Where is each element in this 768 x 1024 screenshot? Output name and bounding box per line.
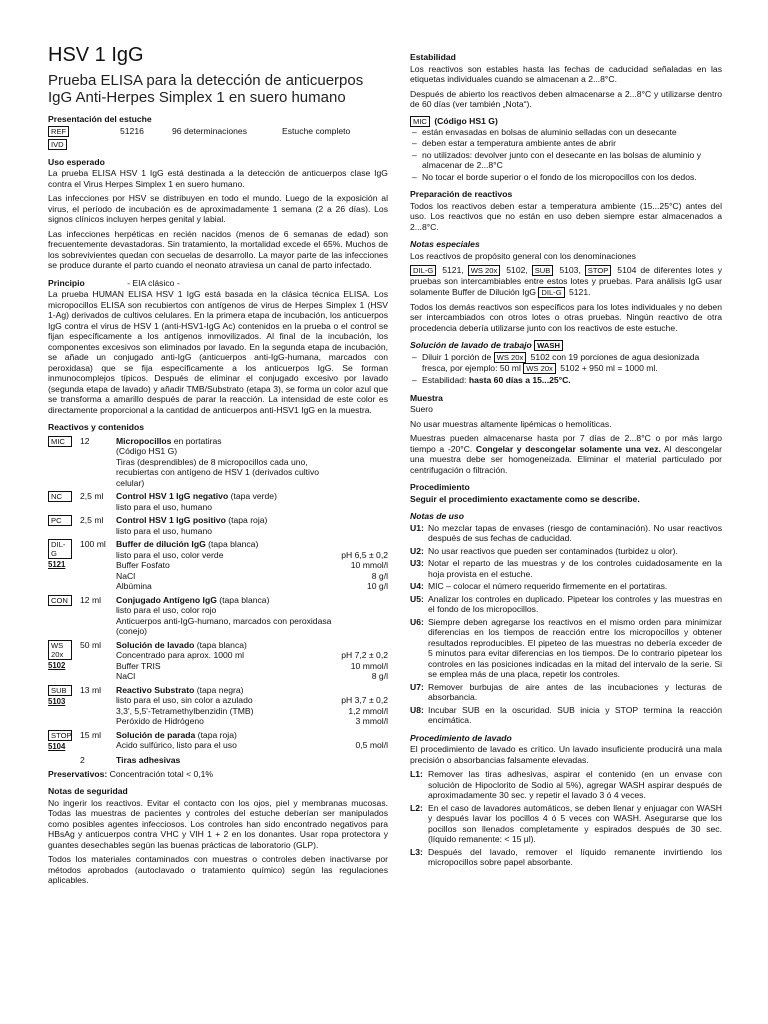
- reagent-body: [116, 685, 388, 727]
- reagent-item: [48, 436, 388, 489]
- reagent-line-value: 8 g/l: [371, 671, 388, 681]
- preservativos: Preservativos: Concentración total < 0,1%: [48, 768, 214, 779]
- note-text: Después del lavado, remover el líquido remanente invirtiendo los micropocillos sobre papel absorbante.: [428, 846, 722, 867]
- reagent-item: [48, 595, 388, 637]
- note-text: Remover las tiras adhesivas, aspirar el contenido (en un envase con solución de Hipoclorito de Sodio al 5%), agregar WASH aspirar después de aproximadamente 30 sec. y repetir el lavado 3 ó 4 veces.: [428, 769, 722, 800]
- note-text: Notar el reparto de las muestras y de los controles cuidadosamente en la hoja provista en el estuche.: [428, 558, 722, 579]
- uso-p3: Las infecciones herpéticas en recién nacidos (menos de 6 semanas de edad) son frecuentemente devastadoras. Sin tratamiento, la mortalidad excede el 65%. Muchos de los sobrevivientes quedan con secuelas de desarrollo. La mayor parte de las infecciones se produce durante el parto cuando el neonato atraviesa un canal de parto infectado.: [48, 228, 388, 270]
- note-key: L2:: [410, 802, 423, 813]
- reagent-item: [48, 539, 388, 592]
- reagent-symbol: [48, 640, 80, 682]
- doc-subtitle: Prueba ELISA para la detección de anticuerpos IgG Anti-Herpes Simplex 1 en suero humano: [48, 72, 364, 106]
- note-item: [410, 546, 722, 557]
- reagent-item: [48, 755, 388, 766]
- reagent-line-text: Tiras (desprendibles) de 8 micropocillos cada uno,: [116, 456, 308, 467]
- reagent-symbol: [48, 730, 80, 753]
- estabilidad-p1: Los reactivos son estables hasta las fechas de caducidad señaladas en las etiquetas individuales cuando se almacenan a 2...8°C.: [410, 63, 722, 84]
- reagent-line-value: 10 g/l: [366, 581, 388, 591]
- reagent-name-bold: Buffer de dilución IgG: [116, 539, 206, 549]
- reagent-line: [116, 502, 388, 513]
- reagent-name-rest: (tapa negra): [194, 684, 244, 695]
- reagent-line-text: Concentrado para aprox. 1000 ml: [116, 650, 245, 660]
- reagent-name: [116, 436, 388, 447]
- notas-especiales-p3: Todos los demás reactivos son específicos para los lotes individuales y no deben ser intercambiados con otros lotes o otras pruebas. Ningún reactivo de otra procedencia debería utilizarse junto con los reactivos de este estuche.: [410, 301, 722, 333]
- reagent-symbol: [48, 755, 80, 766]
- reagent-symbol-box: WS 20x: [48, 640, 72, 660]
- reagent-line: [116, 560, 388, 571]
- reagent-item: [48, 515, 388, 536]
- principio-p1: La prueba HUMAN ELISA HSV 1 IgG está basada en la clásica técnica ELISA. Los micropocillos ELISA son recubiertos con antígenos de virus de Herpes Simplex 1 (HSV 1-Ag) derivados de cultivos celulares. En la primera etapa de incubación, los anticuerpos IgG contra el virus de HSV 1 (anti-HSV1-IgG Ac) contenidos en la prueba o el control se fijan específicamente a los antígenos inmovilizados. Al final de la incubación, los componentes excesivos son eliminados por lavado. En la segunda etapa de incubación, se añade un conjugado anti-IgG (anticuerpos anti-IgG-humana, marcados con peroxidasa) que se fija específicamente a los anticuerpos IgG. Se forman inmunocomplejos típicos. Después de eliminar el conjugado excesivo por lavado (segunda etapa de lavado) y añadir TMB/Substrato (etapa 3), se forma un color azul que se transforma a amarillo después de parar la reacción. La intensidad de este color es directamente proporcional a la cantidad de anticuerpos anti-HSV1 IgG en la muestra.: [48, 289, 388, 415]
- uso-p2: Las infecciones por HSV se distribuyen en todo el mundo. Luego de la exposición al virus, el período de incubación es de aproximadamente 1 semana (2 a 26 días). Los signos clínicos incluyen herpes genital y labial.: [48, 193, 388, 224]
- mic-symbol: MIC: [410, 116, 430, 127]
- reagent-body: [116, 515, 388, 536]
- notas-uso-heading: Notas de uso: [410, 511, 464, 521]
- reagent-name: [116, 515, 388, 526]
- reagent-symbol: [48, 436, 80, 489]
- ivd-symbol: IVD: [48, 139, 67, 150]
- reagent-name-bold: Reactivo Substrato: [116, 684, 195, 695]
- reagent-body: [116, 595, 388, 637]
- lavado-notes: [410, 769, 722, 868]
- notas-especiales-p2: DIL-G 5121, WS 20x 5102, SUB 5103, STOP 5104 de diferentes lotes y pruebas son intercambiables entre estos lotes y pruebas. Para análisis IgG usar solamente Buffer de Dilución IgG DIL-G 5121.: [410, 265, 723, 297]
- seguridad-p1: No ingerir los reactivos. Evitar el contacto con los ojos, piel y membranas mucosas. Todas las muestras de pacientes y controles del estuche deberían ser manipulados como posibles agentes infecciosos. Los controles han sido encontrado negativos para HBsAg y anticuerpos contra VHC y VIH 1 + 2 en los donantes. Usar ropa protectora y guantes desechables según las buenas prácticas de laboratorio (GLP).: [48, 797, 388, 850]
- reagent-line-text: Peróxido de Hidrógeno: [116, 716, 204, 726]
- reagent-line: [116, 550, 388, 561]
- note-key: U8:: [410, 704, 424, 715]
- reagent-name-bold: Solución de lavado: [116, 639, 195, 650]
- reagent-name-rest: (tapa blanca): [194, 639, 247, 650]
- reagent-code: 5104: [48, 741, 66, 751]
- note-item: [410, 617, 722, 680]
- estuche-heading: Presentación del estuche: [48, 114, 152, 124]
- reagent-symbol: [48, 491, 80, 512]
- notas-especiales-p1: Los reactivos de propósito general con los denominaciones: [410, 250, 636, 261]
- reagent-line-text: NaCl: [116, 570, 136, 581]
- reagent-symbol-box: MIC: [48, 436, 72, 447]
- kit-type: Estuche completo: [282, 125, 351, 136]
- reagent-name: [116, 685, 388, 696]
- reagent-line: [116, 661, 388, 672]
- note-key: U5:: [410, 593, 424, 604]
- reagent-line-value: pH 3,7 ± 0,2: [341, 695, 388, 705]
- reagent-qty: 2,5 ml: [80, 491, 104, 501]
- procedimiento-sub: Seguir el procedimiento exactamente como se describe.: [410, 493, 640, 504]
- note-item: [410, 769, 722, 801]
- reagent-line-text: listo para el uso, color rojo: [116, 605, 217, 615]
- reagent-line-text: Buffer Fosfato: [116, 560, 170, 570]
- reagent-qty: 15 ml: [80, 729, 102, 740]
- notas-especiales-heading: Notas especiales: [410, 239, 480, 249]
- note-text: No usar reactivos que pueden ser contaminados (turbidez u olor).: [428, 545, 678, 556]
- reagent-line-value: 10 mmol/l: [350, 560, 388, 570]
- note-item: [410, 705, 722, 726]
- reagent-line-text: NaCl: [116, 671, 136, 681]
- reagent-symbol: [48, 539, 80, 592]
- reagent-line-text: listo para el uso, color verde: [116, 549, 224, 560]
- reagent-line-text: Anticuerpos anti-IgG-humano, marcados con peroxidasa: [116, 615, 332, 626]
- note-text: Analizar los controles en duplicado. Pipetear los controles y las muestras en el fondo de los micropocillos.: [428, 593, 722, 614]
- note-key: U4:: [410, 581, 424, 591]
- reagent-line: [116, 581, 388, 592]
- reagent-item: [48, 730, 388, 753]
- reagent-line-value: pH 7,2 ± 0,2: [341, 650, 388, 660]
- reagent-symbol-box: PC: [48, 515, 72, 526]
- reagent-qty: 12 ml: [80, 594, 102, 605]
- note-text: MIC – colocar el número requerido firmemente en el portatiras.: [428, 581, 668, 591]
- note-text: No mezclar tapas de envases (riesgo de contaminación). No usar reactivos después de sus fechas de caducidad.: [428, 522, 722, 543]
- reagent-name: [116, 755, 388, 766]
- reagent-qty: 2: [80, 755, 85, 765]
- procedimiento-heading: Procedimiento: [410, 482, 470, 492]
- reagent-name: [116, 539, 388, 550]
- reagent-line: [116, 671, 388, 682]
- principio-heading: Principio - EIA clásico -: [48, 277, 180, 288]
- doc-title: HSV 1 IgG: [48, 44, 144, 66]
- reagent-line: [116, 626, 388, 637]
- reagent-line-text: recubiertas con antígeno de HSV 1 (derivados cultivo: [116, 467, 320, 477]
- reagent-line: [116, 526, 388, 537]
- reagent-line: [116, 716, 388, 727]
- reagent-qty: 100 ml: [80, 539, 106, 549]
- reagent-name: [116, 491, 388, 502]
- reagent-qty: 12: [80, 435, 90, 446]
- reagent-line: [116, 571, 388, 582]
- reagent-item: [48, 491, 388, 512]
- reagent-name-rest: en portatiras: [171, 435, 222, 446]
- reagent-line-text: 3,3', 5,5'-Tetramethylbenzidin (TMB): [116, 705, 254, 716]
- muestra-p1: Suero: [410, 404, 433, 414]
- reagent-item: [48, 685, 388, 727]
- note-key: U6:: [410, 616, 424, 627]
- reagent-line-text: listo para el uso, sin color a azulado: [116, 695, 253, 705]
- reagent-line: [116, 478, 388, 489]
- muestra-p3: Muestras pueden almacenarse hasta por 7 días de 2...8°C o por más largo tiempo a -20°C. Congelar y descongelar solamente una vez. Al descongelar una muestra debe ser homogeneizada. Eliminar el material particulado por centrifugación o filtración.: [410, 433, 723, 475]
- reagent-body: [116, 640, 388, 682]
- reagent-body: [116, 755, 388, 766]
- reagent-symbol-box: SUB: [48, 685, 72, 696]
- estabilidad-bullets: – están envasadas en bolsas de aluminio selladas con un desecante – deben estar a temperatura ambiente antes de abrir – no utilizados: devolver junto con el desecante en las bolsas de aluminio y almacenar de 2...8°C – No tocar el borde superior o el fondo de los micropocillos con los dedos.: [410, 127, 722, 183]
- reagent-line: [116, 467, 388, 478]
- uso-heading: Uso esperado: [48, 156, 105, 167]
- reagent-symbol: [48, 515, 80, 536]
- reagent-line-value: 10 mmol/l: [350, 660, 388, 671]
- lavado-bullets: – Diluir 1 porción de WS 20x 5102 con 19 porciones de agua desionizada fresca, por ejemplo: 50 ml WS 20x 5102 + 950 ml = 1000 ml. – Estabilidad: hasta 60 días a 15...25°C.: [410, 352, 722, 386]
- note-item: [410, 594, 722, 615]
- note-key: U1:: [410, 522, 424, 533]
- reagent-line-value: 1,2 mmol/l: [348, 705, 388, 716]
- reagent-qty: 2,5 ml: [80, 515, 104, 525]
- note-key: U2:: [410, 545, 424, 556]
- note-text: Incubar SUB en la oscuridad. SUB inicia y STOP termina la reacción encimática.: [428, 704, 722, 725]
- reagent-body: [116, 491, 388, 512]
- reagent-qty: 13 ml: [80, 684, 102, 695]
- lavado-proc-p: El procedimiento de lavado es crítico. Un lavado insuficiente producirá una mala precisión o absorbancias falsamente elevadas.: [410, 744, 722, 765]
- reagent-item: [48, 640, 388, 682]
- note-item: [410, 803, 722, 845]
- reactivos-heading: Reactivos y contenidos: [48, 422, 144, 432]
- reagent-symbol-box: NC: [48, 491, 72, 502]
- note-text: Remover burbujas de aire antes de las incubaciones y lecturas de absorbancia.: [428, 681, 722, 702]
- reagent-name-bold: Conjugado Antígeno IgG: [116, 594, 217, 605]
- note-item: [410, 558, 722, 579]
- note-item: [410, 523, 722, 544]
- note-item: [410, 847, 722, 868]
- note-text: Siempre deben agregarse los reactivos en el mismo orden para minimizar diferencias en los tiempos de reacción entre los micropocillos y obtener resultados reproducibles. El pipeteo de las muestras no debería exceder de 5 minutos para evitar diferencias en los tiempos. De lo contrario pipetear los controles en las posiciones indicadas en la mitad del intervalo de la serie. Si se emplea más de una placa, repetir los controles.: [428, 616, 722, 679]
- reagent-line-text: celular): [116, 477, 145, 488]
- estuche-row: [48, 126, 388, 137]
- reagent-symbol-box: STOP: [48, 730, 72, 741]
- reagent-line: [116, 616, 388, 627]
- reagent-body: [116, 539, 388, 592]
- reagent-line: [116, 706, 388, 717]
- reagent-code: 5103: [48, 696, 66, 706]
- seguridad-heading: Notas de seguridad: [48, 786, 128, 796]
- reagent-symbol-box: CON: [48, 595, 72, 606]
- reagent-name-bold: Tiras adhesivas: [116, 755, 181, 765]
- estabilidad-p2: Después de abierto los reactivos deben almacenarse a 2...8°C y utilizarse dentro de 60 días (ver también „Nota“).: [410, 88, 722, 109]
- reagent-name-rest: (tapa roja): [225, 515, 268, 525]
- lavado-heading: Solución de lavado de trabajo WASH: [410, 340, 722, 351]
- ref-code: 51216: [120, 125, 144, 136]
- reagent-line: [116, 605, 388, 616]
- reagent-body: [116, 730, 388, 753]
- reagent-name: [116, 730, 388, 741]
- note-text: En el caso de lavadores automáticos, se deben llenar y enjuagar con WASH y después lavar los pocillos 4 ó 5 veces con WASH. Asegurarse que los pocillos son llenados completamente y espirados después de 30 sec. (líquido remanente: < 15 µl).: [428, 802, 722, 844]
- reagent-line: [116, 650, 388, 661]
- reagent-line: [116, 740, 388, 751]
- reagent-name-rest: (tapa roja): [195, 729, 237, 740]
- reagent-line: [116, 446, 388, 457]
- estabilidad-heading: Estabilidad: [410, 52, 456, 62]
- reagent-line-text: Albúmina: [116, 581, 152, 591]
- mic-line: MIC (Código HS1 G): [410, 116, 722, 127]
- seguridad-p2: Todos los materiales contaminados con muestras o controles deben inactivarse por métodos aprobados (autoclavado o tratamiento químico) según las regulaciones aplicables.: [48, 854, 388, 885]
- reagent-line-text: (Código HS1 G): [116, 446, 178, 456]
- reagent-line-value: 8 g/l: [371, 570, 388, 581]
- preparacion-heading: Preparación de reactivos: [410, 189, 513, 199]
- note-item: [410, 581, 722, 592]
- reagent-line-text: (conejo): [116, 626, 148, 636]
- reagent-line-value: 3 mmol/l: [355, 716, 388, 726]
- lavado-proc-heading: Procedimiento de lavado: [410, 732, 512, 743]
- reagent-symbol: [48, 595, 80, 637]
- muestra-p2: No usar muestras altamente lipémicas o hemolíticas.: [410, 418, 612, 429]
- reagent-qty: 50 ml: [80, 639, 102, 650]
- reagent-line: [116, 457, 388, 468]
- reagent-symbol-box: DIL-G: [48, 539, 72, 559]
- uso-p1: La prueba ELISA HSV 1 IgG está destinada a la detección de anticuerpos clase IgG contra el Virus Herpes Simplex 1 en suero humano.: [48, 168, 388, 189]
- reagent-line-text: Buffer TRIS: [116, 660, 161, 671]
- right-column: [410, 52, 722, 870]
- reagent-line-text: listo para el uso, humano: [116, 501, 213, 512]
- reagent-name-bold: Control HSV 1 IgG negativo: [116, 491, 229, 501]
- reagent-list: [48, 436, 388, 766]
- reagent-line-text: Acido sulfúrico, listo para el uso: [116, 740, 237, 750]
- reagent-line-value: 0,5 mol/l: [355, 740, 388, 750]
- reagent-name: [116, 595, 388, 606]
- reagent-name-rest: (tapa blanca): [205, 539, 259, 549]
- use-notes: [410, 523, 722, 726]
- note-key: U7:: [410, 681, 424, 692]
- reagent-line-text: listo para el uso, humano: [116, 525, 213, 536]
- reagent-symbol: [48, 685, 80, 727]
- note-key: L1:: [410, 769, 423, 779]
- reagent-name-bold: Micropocillos: [116, 435, 172, 446]
- determinations: 96 determinaciones: [172, 125, 248, 136]
- note-key: U3:: [410, 558, 424, 568]
- reagent-code: 5121: [48, 560, 66, 569]
- reagent-name: [116, 640, 388, 651]
- left-column: [48, 44, 388, 890]
- reagent-code: 5102: [48, 660, 66, 670]
- ref-symbol: REF: [48, 126, 69, 137]
- muestra-heading: Muestra: [410, 392, 443, 403]
- note-key: L3:: [410, 846, 423, 857]
- reagent-line: [116, 695, 388, 706]
- reagent-body: [116, 436, 388, 489]
- note-item: [410, 682, 722, 703]
- reagent-name-bold: Control HSV 1 IgG positivo: [116, 515, 226, 525]
- preparacion-p1: Todos los reactivos deben estar a temperatura ambiente (15...25°C) antes del uso. Los reactivos que no están en uso deben siempre estar almacenados a 2...8°C.: [410, 200, 722, 232]
- reagent-name-bold: Solución de parada: [116, 729, 196, 740]
- reagent-line-value: pH 6,5 ± 0,2: [341, 549, 388, 560]
- reagent-name-rest: (tapa verde): [228, 491, 277, 501]
- reagent-name-rest: (tapa blanca): [216, 594, 270, 605]
